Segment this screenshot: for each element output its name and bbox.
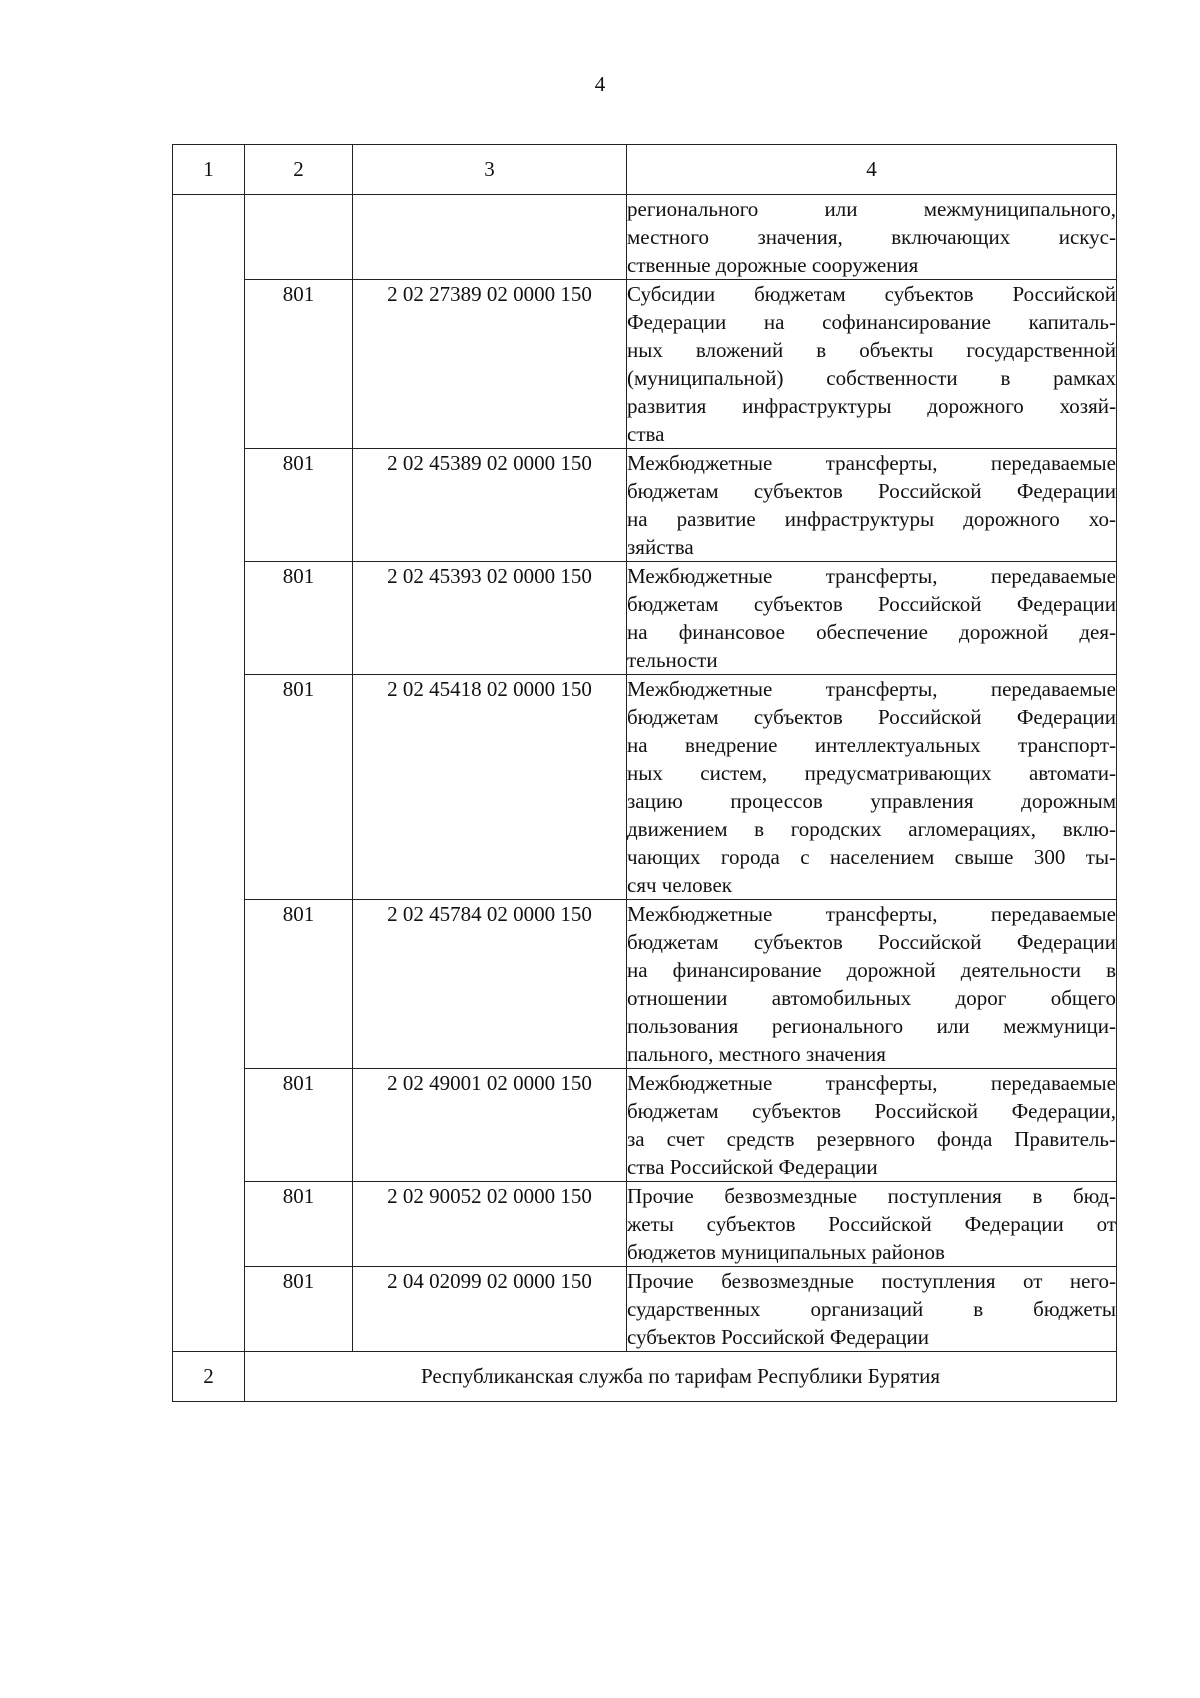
description-line: бюджетам субъектов Российской Федерации — [627, 592, 1116, 616]
table-row — [173, 562, 1117, 675]
description-line: бюджетам субъектов Российской Федерации — [627, 705, 1116, 729]
description-line: Межбюджетные трансферты, передаваемые — [627, 902, 1116, 926]
description-line: развития инфраструктуры дорожного хозяй- — [627, 394, 1116, 418]
description-line: сударственных организаций в бюджеты — [627, 1297, 1116, 1321]
description-line: на финансирование дорожной деятельности в — [627, 958, 1116, 982]
description-line: Прочие безвозмездные поступления в бюд- — [627, 1184, 1116, 1208]
table-row — [173, 1069, 1117, 1182]
description-line: ства Российской Федерации — [627, 1155, 878, 1179]
description-line: Межбюджетные трансферты, передаваемые — [627, 1071, 1116, 1095]
description-line: Межбюджетные трансферты, передаваемые — [627, 451, 1116, 475]
description-line: зацию процессов управления дорожным — [627, 789, 1116, 813]
table-row — [173, 675, 1117, 900]
description-line: за счет средств резервного фонда Правитель- — [627, 1127, 1116, 1151]
description-cell — [627, 195, 1117, 280]
description-line: пального, местного значения — [627, 1042, 886, 1066]
description-line: Межбюджетные трансферты, передаваемые — [627, 677, 1116, 701]
description-line: бюджетам субъектов Российской Федерации — [627, 479, 1116, 503]
description-line: отношении автомобильных дорог общего — [627, 986, 1116, 1010]
budget-codes-table — [172, 144, 1117, 1402]
description-cell — [627, 900, 1117, 1069]
description-cell — [627, 1069, 1117, 1182]
admin-code-cell: 801 — [245, 1069, 353, 1182]
section-number-cell — [173, 195, 245, 1352]
description-cell — [627, 280, 1117, 449]
description-line: регионального или межмуниципального, — [627, 197, 1116, 221]
description-line: Прочие безвозмездные поступления от него- — [627, 1269, 1116, 1293]
description-line: субъектов Российской Федерации — [627, 1325, 930, 1349]
description-line: бюджетам субъектов Российской Федерации, — [627, 1099, 1116, 1123]
description-line: на финансовое обеспечение дорожной дея- — [627, 620, 1116, 644]
description-line: (муниципальной) собственности в рамках — [627, 366, 1116, 390]
table-row — [173, 1182, 1117, 1267]
admin-code-cell: 801 — [245, 449, 353, 562]
description-line: пользования регионального или межмуници- — [627, 1014, 1116, 1038]
description-cell — [627, 449, 1117, 562]
description-cell — [627, 1182, 1117, 1267]
header-col-4: 4 — [627, 145, 1117, 195]
description-line: тельности — [627, 648, 718, 672]
kbk-code-cell: 2 02 49001 02 0000 150 — [353, 1069, 627, 1182]
description-line: ных вложений в объекты государственной — [627, 338, 1116, 362]
kbk-code-cell: 2 02 45418 02 0000 150 — [353, 675, 627, 900]
admin-code-cell: 801 — [245, 900, 353, 1069]
description-cell — [627, 675, 1117, 900]
table-row-section — [173, 1352, 1117, 1402]
description-line: ственные дорожные сооружения — [627, 253, 919, 277]
description-line: чающих города с населением свыше 300 ты- — [627, 845, 1116, 869]
page-number: 4 — [594, 72, 606, 96]
header-col-2: 2 — [245, 145, 353, 195]
description-line: движением в городских агломерациях, вклю- — [627, 817, 1116, 841]
description-line: ства — [627, 422, 665, 446]
description-line: Федерации на софинансирование капиталь- — [627, 310, 1116, 334]
table-row — [173, 900, 1117, 1069]
kbk-code-cell: 2 02 45784 02 0000 150 — [353, 900, 627, 1069]
kbk-code-cell: 2 04 02099 02 0000 150 — [353, 1267, 627, 1352]
table-row — [173, 1267, 1117, 1352]
section-number: 2 — [173, 1352, 245, 1402]
table-row — [173, 280, 1117, 449]
admin-code-cell: 801 — [245, 280, 353, 449]
header-col-1: 1 — [173, 145, 245, 195]
section-title: Республиканская служба по тарифам Республики Бурятия — [245, 1352, 1117, 1402]
description-line: местного значения, включающих искус- — [627, 225, 1116, 249]
description-line: сяч человек — [627, 873, 732, 897]
kbk-code-cell: 2 02 27389 02 0000 150 — [353, 280, 627, 449]
table-header-row — [173, 145, 1117, 195]
header-col-3: 3 — [353, 145, 627, 195]
description-line: на развитие инфраструктуры дорожного хо- — [627, 507, 1116, 531]
admin-code-cell: 801 — [245, 562, 353, 675]
description-line: бюджетам субъектов Российской Федерации — [627, 930, 1116, 954]
table-body — [173, 195, 1117, 1402]
admin-code-cell: 801 — [245, 1182, 353, 1267]
description-line: жеты субъектов Российской Федерации от — [627, 1212, 1116, 1236]
description-line: бюджетов муниципальных районов — [627, 1240, 945, 1264]
admin-code-cell: 801 — [245, 1267, 353, 1352]
kbk-code-cell: 2 02 45389 02 0000 150 — [353, 449, 627, 562]
table-row-continuation — [173, 195, 1117, 280]
table-row — [173, 449, 1117, 562]
description-line: зяйства — [627, 535, 694, 559]
description-line: Межбюджетные трансферты, передаваемые — [627, 564, 1116, 588]
kbk-code-cell: 2 02 45393 02 0000 150 — [353, 562, 627, 675]
kbk-code-cell: 2 02 90052 02 0000 150 — [353, 1182, 627, 1267]
admin-code-cell — [245, 195, 353, 280]
description-line: Субсидии бюджетам субъектов Российской — [627, 282, 1116, 306]
kbk-code-cell — [353, 195, 627, 280]
description-cell — [627, 562, 1117, 675]
admin-code-cell: 801 — [245, 675, 353, 900]
description-line: на внедрение интеллектуальных транспорт- — [627, 733, 1116, 757]
description-line: ных систем, предусматривающих автомати- — [627, 761, 1116, 785]
description-cell — [627, 1267, 1117, 1352]
